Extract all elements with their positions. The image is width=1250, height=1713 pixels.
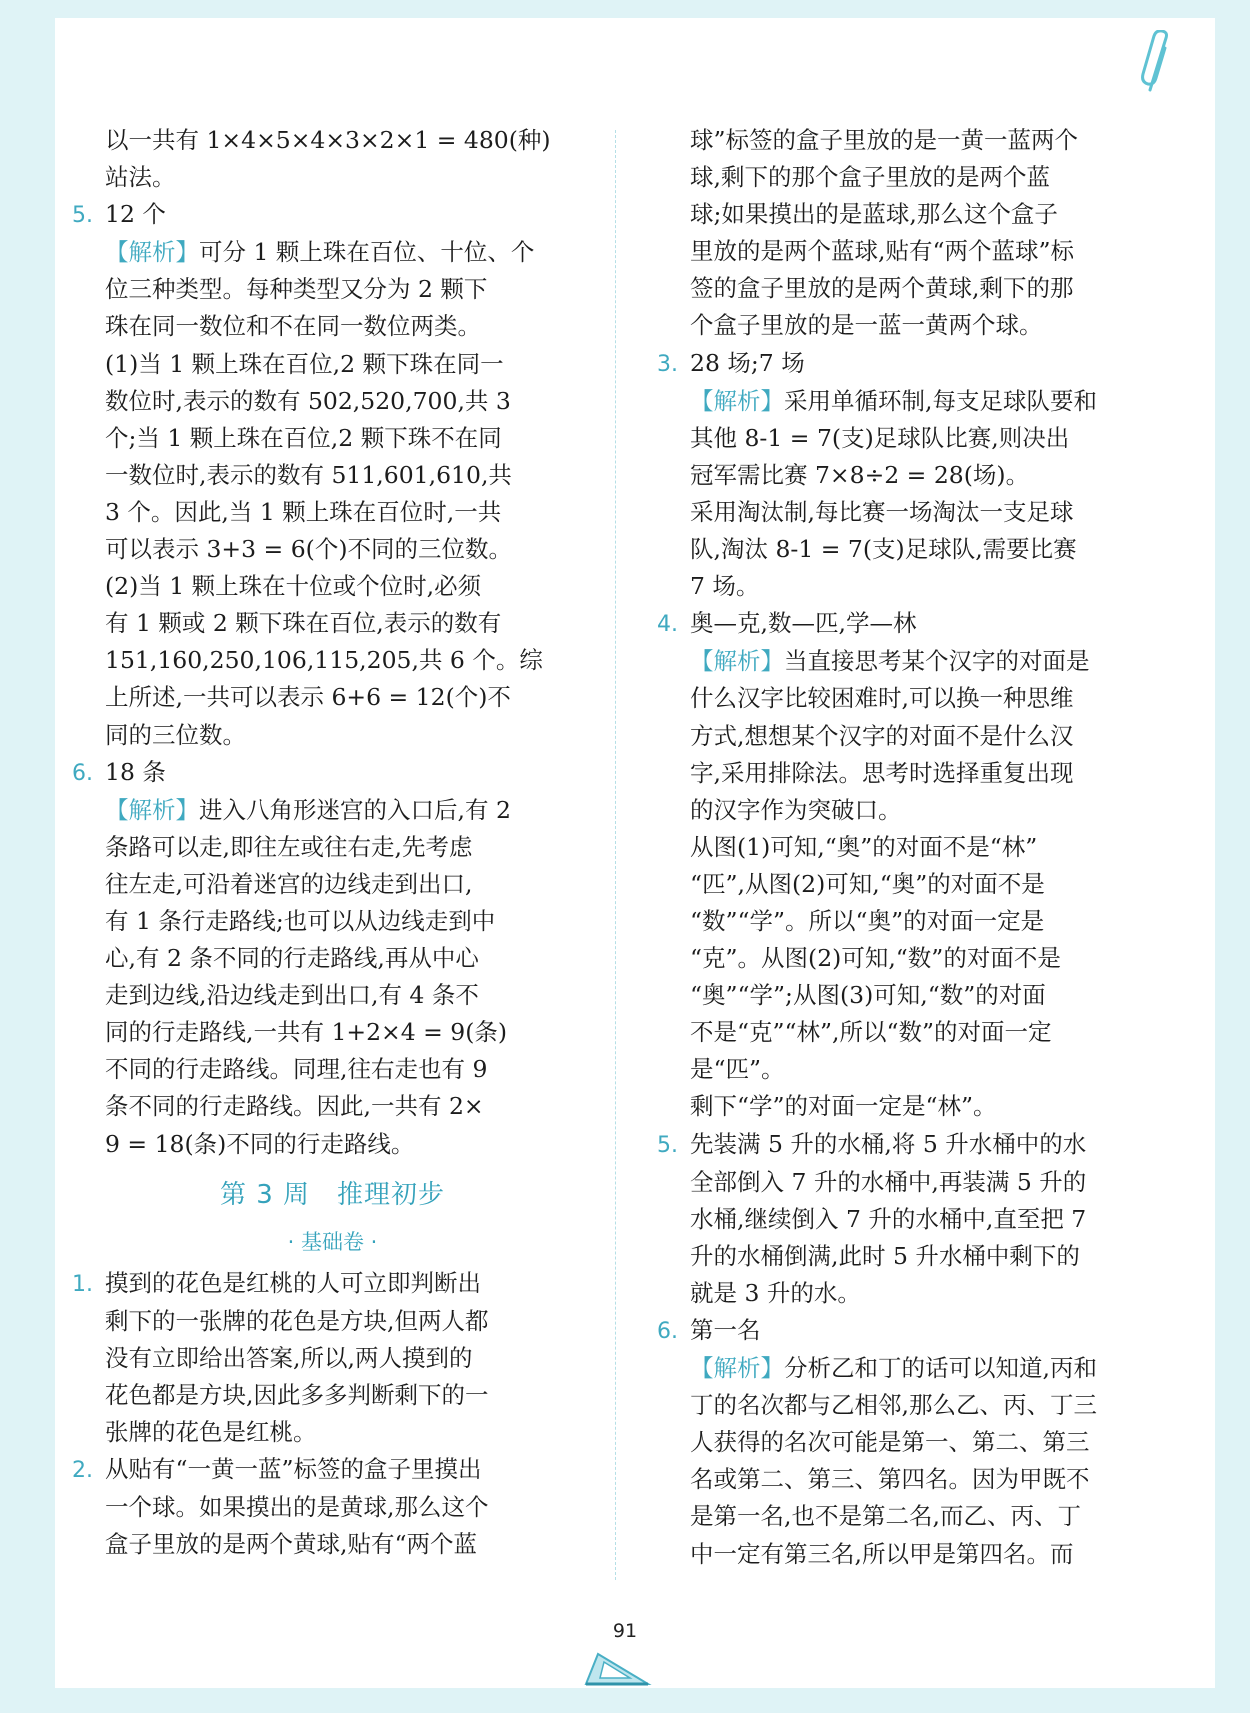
answer-text: 第一名	[690, 1316, 761, 1344]
analysis-line: 位三种类型。每种类型又分为 2 颗下	[105, 275, 488, 304]
analysis-line: 7 场。	[690, 572, 760, 601]
left-column	[72, 122, 560, 1564]
analysis-line: 是第一名,也不是第二名,而乙、丙、丁	[690, 1502, 1081, 1531]
answer-line: 升的水桶倒满,此时 5 升水桶中剩下的	[690, 1241, 1080, 1270]
continued-line: 站法。	[105, 163, 176, 192]
analysis-line: 上所述,一共可以表示 6+6 = 12(个)不	[105, 683, 511, 712]
answer-item-4	[657, 605, 1145, 1125]
analysis-line: 什么汉字比较困难时,可以换一种思维	[690, 684, 1074, 713]
section-subtitle: · 基础卷 ·	[287, 1229, 378, 1254]
paperclip-icon	[1140, 30, 1174, 94]
analysis-line: 队,淘汰 8-1 = 7(支)足球队,需要比赛	[690, 535, 1077, 564]
item-number: 6.	[72, 760, 93, 786]
analysis-line: 3 个。因此,当 1 颗上珠在百位时,一共	[105, 497, 502, 526]
analysis-line: 可以表示 3+3 = 6(个)不同的三位数。	[105, 535, 512, 564]
item-number: 1.	[72, 1271, 93, 1297]
answer-item-6	[72, 754, 560, 1163]
page-number: 91	[612, 1620, 638, 1642]
answer-line: 先装满 5 升的水桶,将 5 升水桶中的水	[690, 1129, 1087, 1158]
continued-line: 以一共有 1×4×5×4×3×2×1 = 480(种)	[105, 126, 551, 154]
item-number: 5.	[657, 1132, 678, 1158]
answer-line: 剩下的一张牌的花色是方块,但两人都	[105, 1306, 489, 1335]
analysis-line: 的汉字作为突破口。	[690, 795, 902, 824]
answer-line: 水桶,继续倒入 7 升的水桶中,直至把 7	[690, 1204, 1087, 1233]
analysis-line: 进入八角形迷宫的入口后,有 2	[199, 795, 511, 824]
analysis-line: 中一定有第三名,所以甲是第四名。而	[690, 1539, 1074, 1568]
analysis-line: 可分 1 颗上珠在百位、十位、个	[199, 238, 535, 267]
answer-line: 从贴有“一黄一蓝”标签的盒子里摸出	[105, 1455, 482, 1484]
analysis-line: 条路可以走,即往左或往右走,先考虑	[105, 832, 473, 861]
analysis-tag: 【解析】	[105, 795, 199, 824]
analysis-line: 9 = 18(条)不同的行走路线。	[105, 1129, 415, 1158]
item-number: 2.	[72, 1458, 93, 1484]
analysis-line: 从图(1)可知,“奥”的对面不是“林”	[690, 832, 1038, 861]
answer-line: 盒子里放的是两个黄球,贴有“两个蓝	[105, 1530, 477, 1559]
analysis-line: 冠军需比赛 7×8÷2 = 28(场)。	[690, 460, 1030, 489]
analysis-line: “奥”“学”;从图(3)可知,“数”的对面	[690, 981, 1046, 1010]
analysis-tag: 【解析】	[690, 647, 784, 676]
analysis-line: 采用淘汰制,每比赛一场淘汰一支足球	[690, 497, 1074, 526]
answer-text: 28 场;7 场	[690, 348, 805, 377]
analysis-line: 数位时,表示的数有 502,520,700,共 3	[105, 386, 511, 415]
answer-line: 就是 3 升的水。	[690, 1278, 861, 1307]
continued-line: 球;如果摸出的是蓝球,那么这个盒子	[690, 200, 1058, 229]
analysis-line: 字,采用排除法。思考时选择重复出现	[690, 758, 1074, 787]
analysis-line: 同的三位数。	[105, 720, 246, 749]
item-number: 5.	[72, 203, 93, 229]
analysis-line: “数”“学”。所以“奥”的对面一定是	[690, 906, 1045, 935]
answer-item-5	[657, 1126, 1145, 1312]
continued-line: 个盒子里放的是一蓝一黄两个球。	[690, 311, 1043, 340]
analysis-tag: 【解析】	[105, 238, 199, 267]
column-divider	[615, 130, 616, 1580]
analysis-line: 一数位时,表示的数有 511,601,610,共	[105, 460, 512, 489]
answer-line: 花色都是方块,因此多多判断剩下的一	[105, 1381, 489, 1410]
analysis-line: “匹”,从图(2)可知,“奥”的对面不是	[690, 869, 1045, 898]
answer-item-6	[657, 1312, 1145, 1573]
analysis-line: 往左走,可沿着迷宫的边线走到出口,	[105, 869, 473, 898]
answer-line: 全部倒入 7 升的水桶中,再装满 5 升的	[690, 1167, 1087, 1196]
item-number: 4.	[657, 612, 678, 638]
analysis-line: (2)当 1 颗上珠在十位或个位时,必须	[105, 572, 482, 601]
analysis-line: 丁的名次都与乙相邻,那么乙、丙、丁三	[690, 1391, 1097, 1420]
analysis-line: 方式,想想某个汉字的对面不是什么汉	[690, 721, 1074, 750]
continued-line: 球”标签的盒子里放的是一黄一蓝两个	[690, 126, 1079, 154]
continued-line: 里放的是两个蓝球,贴有“两个蓝球”标	[690, 237, 1074, 266]
answer-text: 12 个	[105, 200, 166, 229]
analysis-line: 其他 8-1 = 7(支)足球队比赛,则决出	[690, 423, 1070, 452]
analysis-line: 有 1 颗或 2 颗下珠在百位,表示的数有	[105, 609, 502, 638]
analysis-line: 分析乙和丁的话可以知道,丙和	[784, 1354, 1097, 1383]
analysis-line: 同的行走路线,一共有 1+2×4 = 9(条)	[105, 1018, 508, 1047]
right-column	[657, 122, 1145, 1573]
analysis-line: 走到边线,沿边线走到出口,有 4 条不	[105, 981, 479, 1010]
answer-line: 摸到的花色是红桃的人可立即判断出	[105, 1268, 481, 1297]
answer-item-3	[657, 345, 1145, 606]
answer-line: 没有立即给出答案,所以,两人摸到的	[105, 1344, 473, 1372]
analysis-line: (1)当 1 颗上珠在百位,2 颗下珠在同一	[105, 349, 504, 378]
analysis-line: 个;当 1 颗上珠在百位,2 颗下珠不在同	[105, 423, 502, 452]
analysis-line: 有 1 条行走路线;也可以从边线走到中	[105, 906, 496, 935]
analysis-line: 人获得的名次可能是第一、第二、第三	[690, 1428, 1090, 1457]
section-title: 第 3 周 推理初步	[219, 1179, 446, 1210]
ruler-triangle-icon	[578, 1648, 656, 1688]
analysis-tag: 【解析】	[690, 1354, 784, 1383]
continued-line: 签的盒子里放的是两个黄球,剩下的那	[690, 274, 1074, 303]
analysis-line: 当直接思考某个汉字的对面是	[784, 647, 1090, 676]
item-number: 3.	[657, 351, 678, 377]
analysis-line: 不是“克”“林”,所以“数”的对面一定	[690, 1018, 1052, 1047]
item-number: 6.	[657, 1319, 678, 1344]
answer-item-1	[72, 1265, 560, 1451]
analysis-line: 心,有 2 条不同的行走路线,再从中心	[105, 944, 479, 973]
answer-line: 一个球。如果摸出的是黄球,那么这个	[105, 1493, 489, 1522]
answer-line: 张牌的花色是红桃。	[105, 1418, 317, 1447]
answer-text: 18 条	[105, 757, 166, 786]
analysis-line: 采用单循环制,每支足球队要和	[784, 386, 1097, 415]
analysis-line: 是“匹”。	[690, 1055, 785, 1084]
answer-item-5	[72, 196, 560, 753]
analysis-line: 条不同的行走路线。因此,一共有 2×	[105, 1092, 484, 1121]
analysis-line: 珠在同一数位和不在同一数位两类。	[105, 312, 481, 341]
analysis-tag: 【解析】	[690, 386, 784, 415]
analysis-line: 不同的行走路线。同理,往右走也有 9	[105, 1055, 488, 1084]
analysis-line: “克”。从图(2)可知,“数”的对面不是	[690, 944, 1061, 973]
analysis-line: 151,160,250,106,115,205,共 6 个。综	[105, 646, 543, 675]
analysis-line: 剩下“学”的对面一定是“林”。	[690, 1092, 997, 1121]
continued-line: 球,剩下的那个盒子里放的是两个蓝	[690, 163, 1050, 192]
answer-item-2	[72, 1451, 560, 1563]
answer-text: 奥—克,数—匹,学—林	[690, 609, 917, 638]
analysis-line: 名或第二、第三、第四名。因为甲既不	[690, 1465, 1090, 1494]
